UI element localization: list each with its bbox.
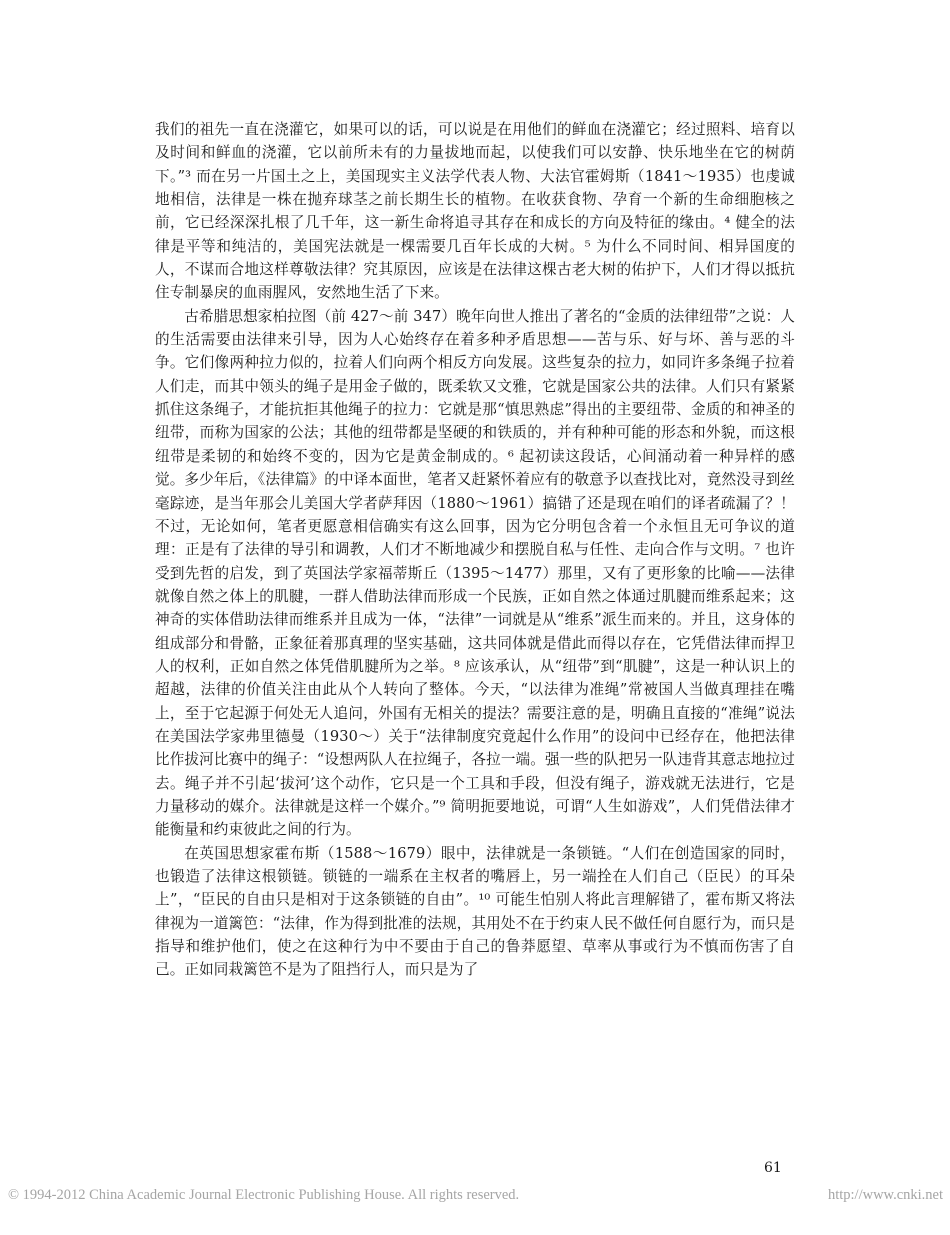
copyright-text: © 1994-2012 China Academic Journal Electronic Publishing House. All rights reserved.: [8, 1187, 520, 1203]
paragraph-1: 我们的祖先一直在浇灌它，如果可以的话，可以说是在用他们的鲜血在浇灌它；经过照料、培育以及时间和鲜血的浇灌，它以前所未有的力量拔地而起，以使我们可以安静、快乐地坐在它的树荫下。”³ 而在另一片国土之上，美国现实主义法学代表人物、大法官霍姆斯（1841～1935）也虔诚地相信，法律是一株在抛弃球茎之前长期生长的植物。在收获食物、孕育一个新的生命细胞核之前，它已经深深扎根了几千年，这一新生命将追寻其存在和成长的方向及特征的缘由。⁴ 健全的法律是平等和纯洁的，美国宪法就是一棵需要几百年长成的大树。⁵ 为什么不同时间、相异国度的人，不谋而合地这样尊敬法律？究其原因，应该是在法律这棵古老大树的佑护下，人们才得以抵抗住专制暴戾的血雨腥风，安然地生活了下来。: [155, 121, 795, 302]
paragraph-2: 古希腊思想家柏拉图（前 427～前 347）晚年向世人推出了著名的“金质的法律纽带”之说：人的生活需要由法律来引导，因为人心始终存在着多种矛盾思想——苦与乐、好与坏、善与恶的斗争。它们像两种拉力似的，拉着人们向两个相反方向发展。这些复杂的拉力，如同许多条绳子拉着人们走，而其中领头的绳子是用金子做的，既柔软又文雅，它就是国家公共的法律。人们只有紧紧抓住这条绳子，才能抗拒其他绳子的拉力：它就是那“慎思熟虑”得出的主要纽带、金质的和神圣的纽带，而称为国家的公法；其他的纽带都是坚硬的和铁质的，并有种种可能的形态和外貌，而这根纽带是柔韧的和始终不变的，因为它是黄金制成的。⁶ 起初读这段话，心间涌动着一种异样的感觉。多少年后，《法律篇》的中译本面世，笔者又赶紧怀着应有的敬意予以查找比对，竟然没寻到丝毫踪迹，是当年那会儿美国大学者萨拜因（1880～1961）搞错了还是现在咱们的译者疏漏了？！不过，无论如何，笔者更愿意相信确实有这么回事，因为它分明包含着一个永恒且无可争议的道理：正是有了法律的导引和调教，人们才不断地减少和摆脱自私与任性、走向合作与文明。⁷ 也许受到先哲的启发，到了英国法学家福蒂斯丘（1395～1477）那里，又有了更形象的比喻——法律就像自然之体上的肌腱，一群人借助法律而形成一个民族，正如自然之体通过肌腱而维系起来；这神奇的实体借助法律而维系并且成为一体，“法律”一词就是从“维系”派生而来的。并且，这身体的组成部分和骨骼，正象征着那真理的坚实基础，这共同体就是借此而得以存在，它凭借法律而捍卫人的权利，正如自然之体凭借肌腱所为之举。⁸ 应该承认，从“纽带”到“肌腱”，这是一种认识上的超越，法律的价值关注由此从个人转向了整体。今天，“以法律为准绳”常被国人当做真理挂在嘴上，至于它起源于何处无人追问，外国有无相关的提法？需要注意的是，明确且直接的“准绳”说法在美国法学家弗里德曼（1930～）关于“法律制度究竟起什么作用”的设问中已经存在，他把法律比作拔河比赛中的绳子：“设想两队人在拉绳子，各拉一端。强一些的队把另一队违背其意志地拉过去。绳子并不引起‘拔河’这个动作，它只是一个工具和手段，但没有绳子，游戏就无法进行，它是力量移动的媒介。法律就是这样一个媒介。”⁹ 简明扼要地说，可谓“人生如游戏”，人们凭借法律才能衡量和约束彼此之间的行为。: [155, 307, 795, 839]
page-number: 61: [764, 1160, 782, 1176]
article-body: [155, 118, 795, 1158]
copyright-footer: [8, 1187, 943, 1204]
cnki-url: http://www.cnki.net: [827, 1187, 943, 1203]
paragraph-3: 在英国思想家霍布斯（1588～1679）眼中，法律就是一条锁链。“人们在创造国家的同时，也锻造了法律这根锁链。锁链的一端系在主权者的嘴唇上，另一端拴在人们自己（臣民）的耳朵上”，“臣民的自由只是相对于这条锁链的自由”。¹⁰ 可能生怕别人将此言理解错了，霍布斯又将法律视为一道篱笆：“法律，作为得到批准的法规，其用处不在于约束人民不做任何自愿行为，而只是指导和维护他们，使之在这种行为中不要由于自己的鲁莽愿望、草率从事或行为不慎而伤害了自己。正如同栽篱笆不是为了阻挡行人，而只是为了: [155, 844, 795, 979]
